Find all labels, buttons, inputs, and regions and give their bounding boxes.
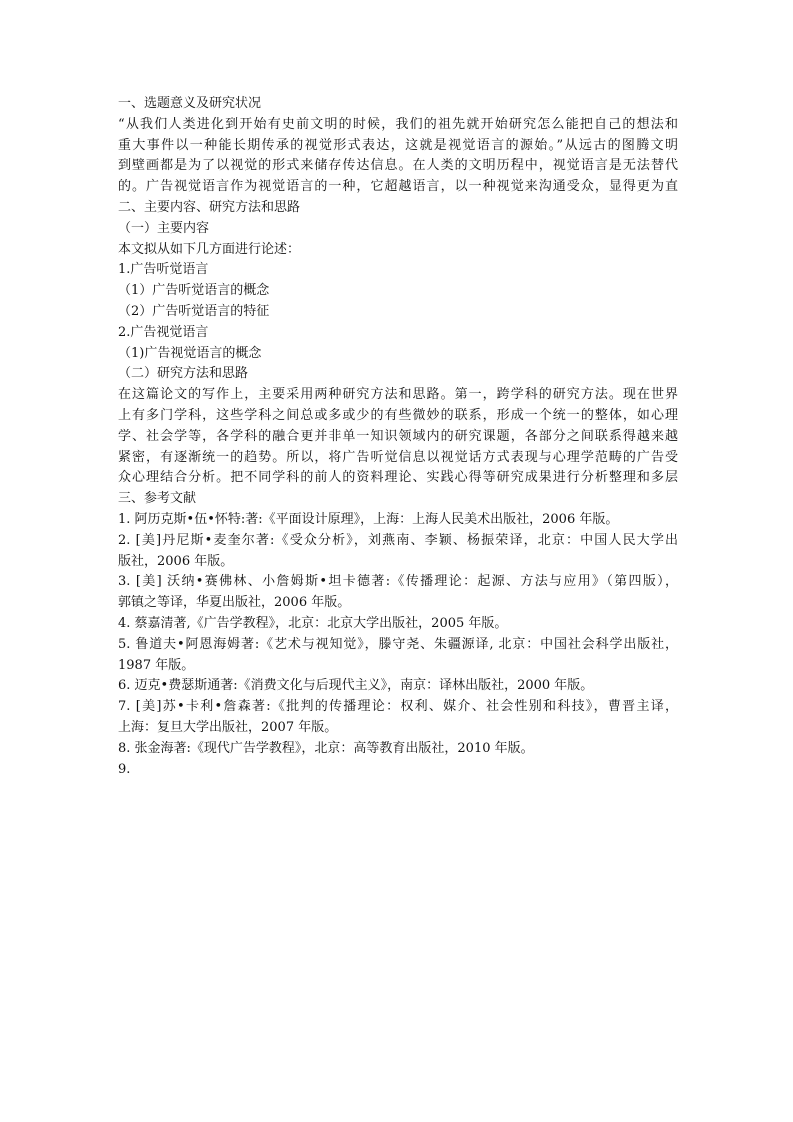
section-heading-3: 三、参考文献 [118,491,197,507]
reference-item: 4. 蔡嘉清著,《广告学教程》，北京：北京大学出版社，2005 年版。 [118,615,508,631]
paragraph-line: 众心理结合分析。把不同学科的前人的资料理论、实践心得等研究成果进行分析整理和多层 [118,470,678,486]
reference-item: 1. 阿历克斯•伍•怀特:著:《平面设计原理》，上海：上海人民美术出版社，2006 年版。 [118,511,619,527]
paragraph-line: 学、社会学等，各学科的融合更并非单一知识领域内的研究课题，各部分之间联系得越来越 [118,428,678,444]
reference-item: 8. 张金海著:《现代广告学教程》，北京：高等教育出版社，2010 年版。 [118,740,534,756]
paragraph-line: 在这篇论文的写作上，主要采用两种研究方法和思路。第一，跨学科的研究方法。现在世界 [118,387,678,403]
reference-item-cont: 上海：复旦大学出版社，2007 年版。 [118,719,338,735]
subsection-heading: （二）研究方法和思路 [118,366,249,382]
reference-item-cont: 版社，2006 年版。 [118,553,234,569]
outline-item: （1)广告视觉语言的概念 [118,345,262,361]
outline-item: 2.广告视觉语言 [118,324,209,340]
outline-item: 1.广告听觉语言 [118,262,209,278]
section-heading-2: 二、主要内容、研究方法和思路 [118,199,301,215]
intro-text: 本文拟从如下几方面进行论述： [118,241,301,257]
paragraph-line: 紧密，有逐渐统一的趋势。所以，将广告听觉信息以视觉话方式表现与心理学范畴的广告受 [118,449,678,465]
reference-item-cont: 1987 年版。 [118,657,195,673]
outline-item: （1）广告听觉语言的概念 [118,283,270,299]
paragraph-line: 重大事件以一种能长期传承的视觉形式表达，这就是视觉语言的源始。”从远古的图腾文明 [118,137,678,153]
reference-item: 3. [美] 沃纳•赛佛林、小詹姆斯•坦卡德著:《传播理论：起源、方法与应用》（第四版）， [118,574,678,590]
reference-item: 5. 鲁道夫•阿恩海姆著:《艺术与视知觉》，滕守尧、朱疆源译, 北京：中国社会科学出版社， [118,636,678,652]
reference-item: 7. [美]苏•卡利•詹森著:《批判的传播理论：权利、媒介、社会性别和科技》，曹晋主译， [118,699,678,715]
paragraph-line: “从我们人类进化到开始有史前文明的时候，我们的祖先就开始研究怎么能把自己的想法和 [118,116,678,132]
outline-item: （2）广告听觉语言的特征 [118,303,270,319]
subsection-heading: （一）主要内容 [118,220,210,236]
reference-item: 9. [118,761,131,777]
reference-item: 2. [美]丹尼斯•麦奎尔著:《受众分析》，刘燕南、李颖、杨振荣译，北京：中国人民大学出 [118,532,678,548]
paragraph-line: 的。广告视觉语言作为视觉语言的一种，它超越语言，以一种视觉来沟通受众，显得更为直 [118,179,678,195]
paragraph-line: 上有多门学科，这些学科之间总或多或少的有些微妙的联系，形成一个统一的整体，如心理 [118,407,678,423]
document-page [118,94,678,780]
paragraph-line: 到壁画都是为了以视觉的形式来储存传达信息。在人类的文明历程中，视觉语言是无法替代 [118,158,678,174]
section-heading-1: 一、选题意义及研究状况 [118,96,262,111]
reference-item-cont: 郭镇之等译，华夏出版社，2006 年版。 [118,595,351,611]
reference-item: 6. 迈克•费瑟斯通著:《消费文化与后现代主义》，南京：译林出版社，2000 年版。 [118,678,594,694]
